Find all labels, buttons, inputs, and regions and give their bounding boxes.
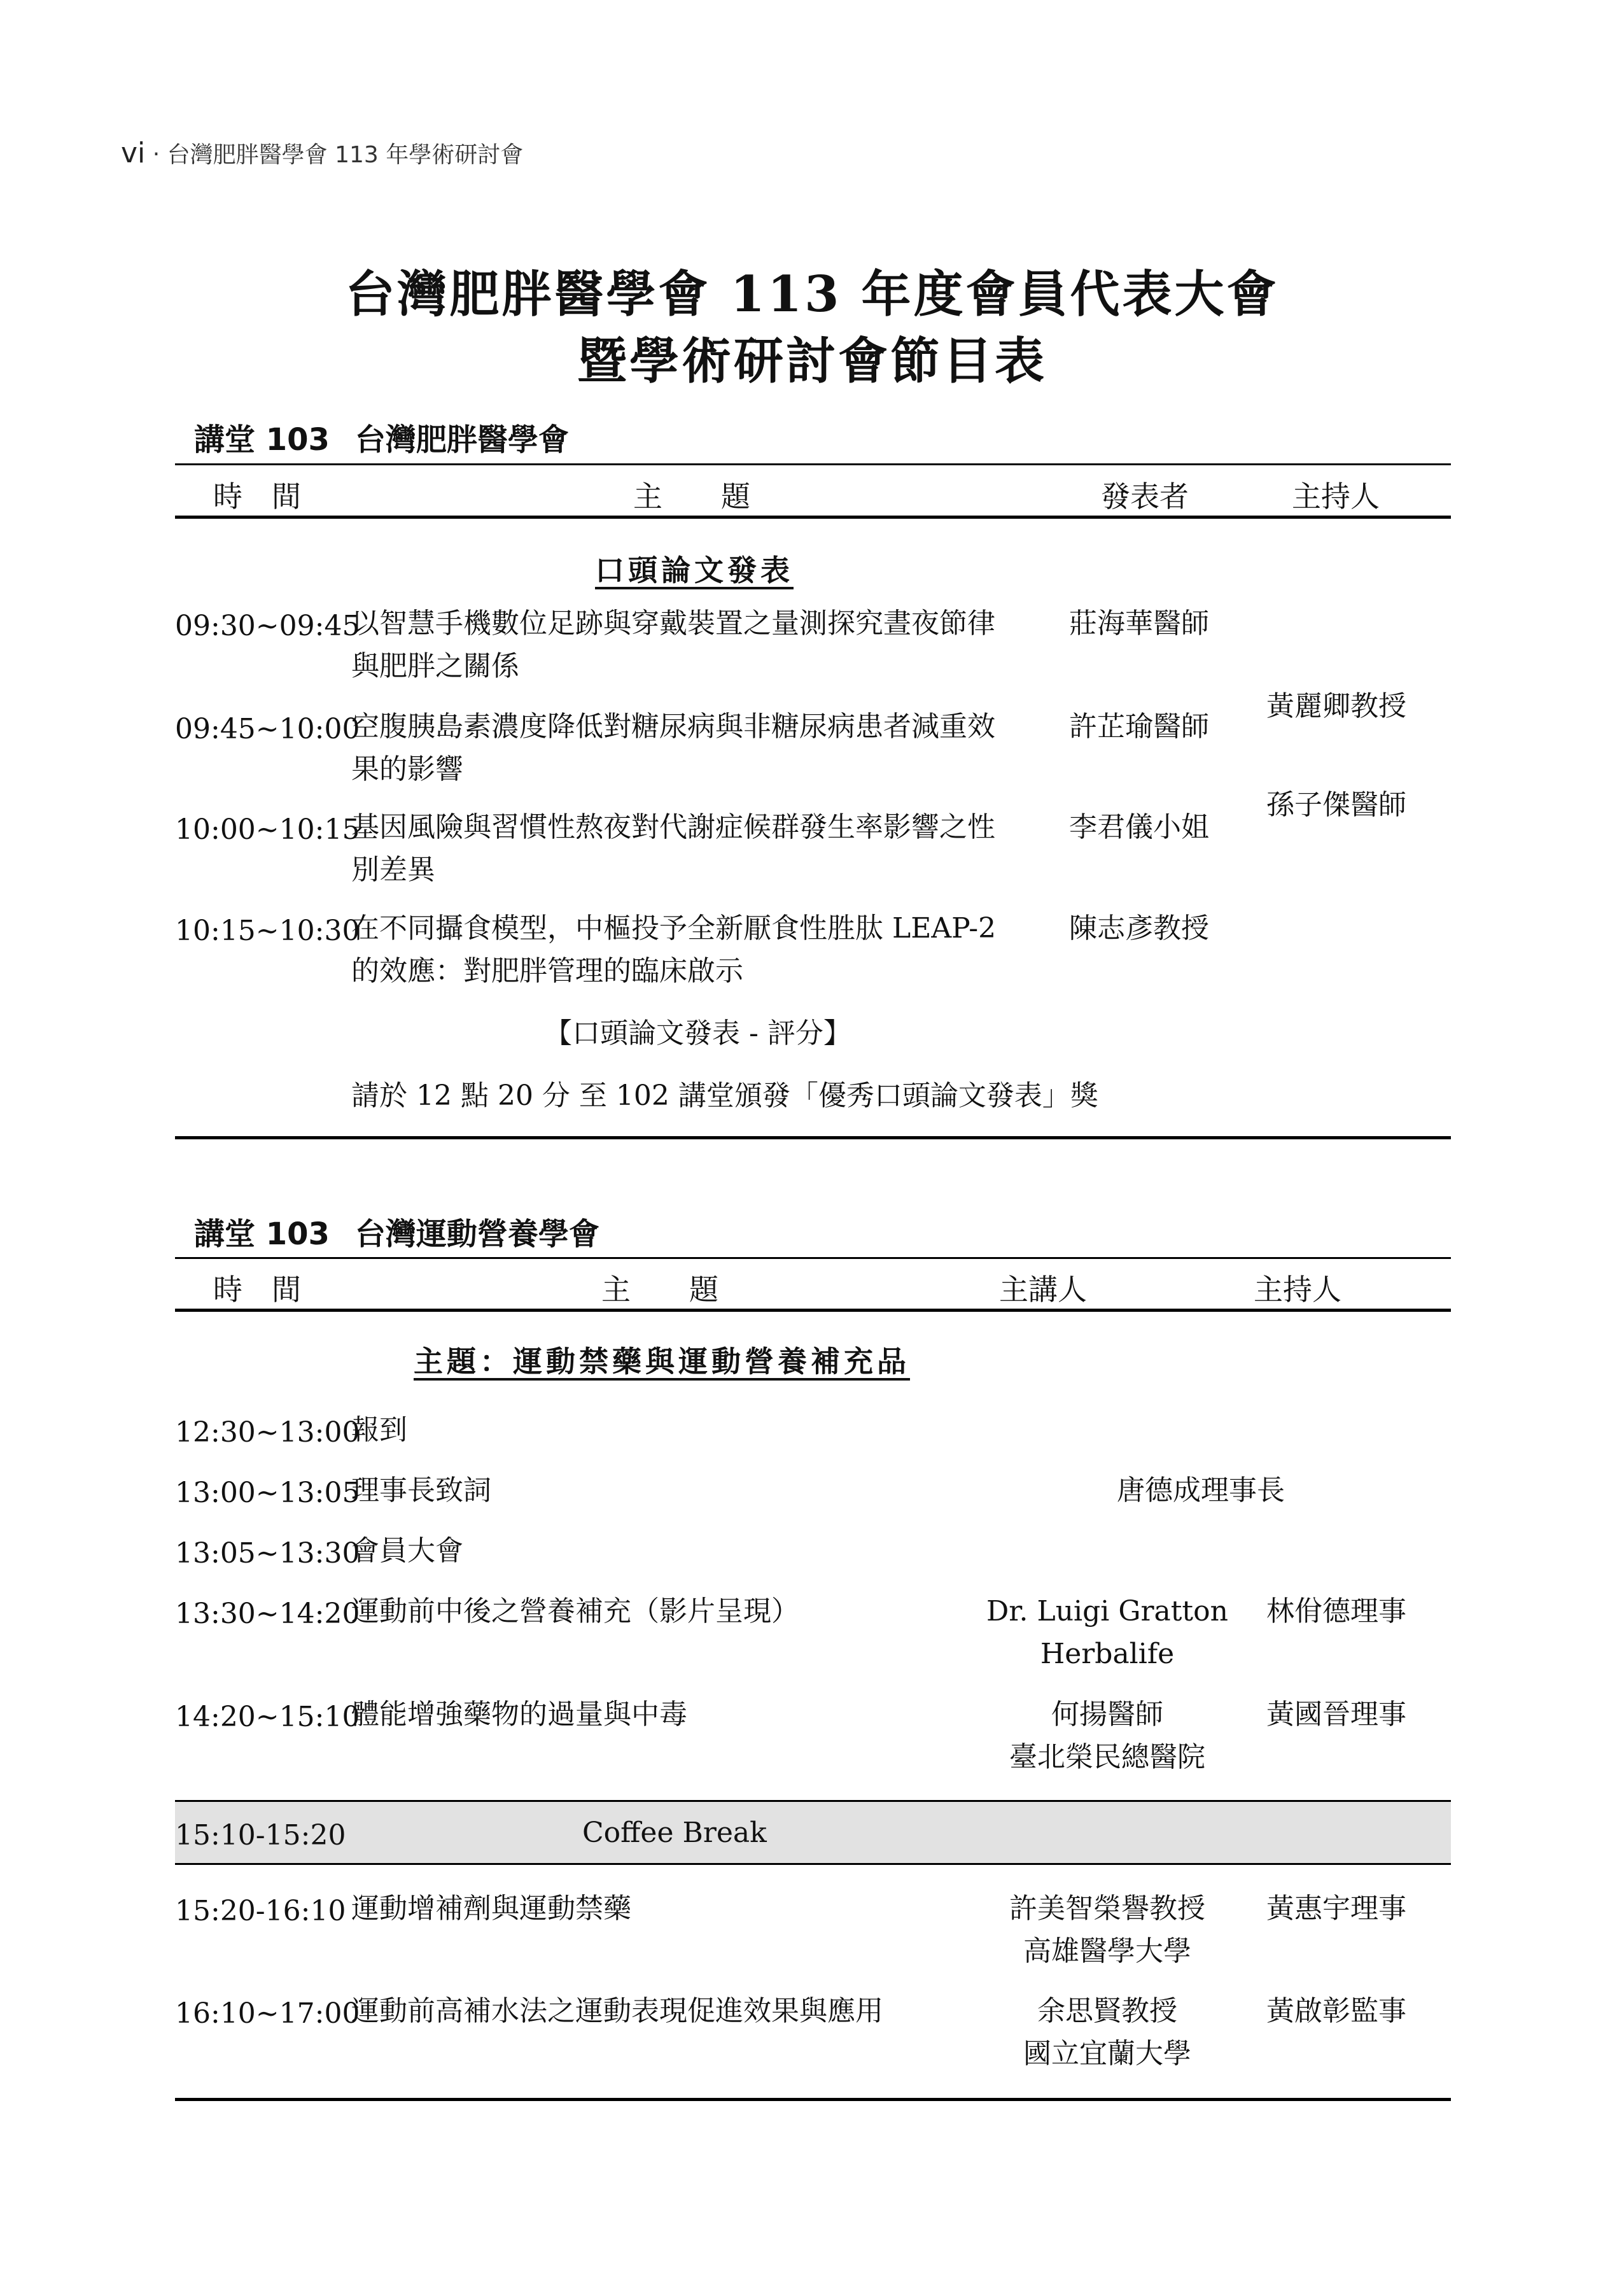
s1-header-presenter: 發表者 (1101, 479, 1189, 514)
coffee-break-band (175, 1800, 1451, 1865)
page-title-line2: 暨學術研討會節目表 (577, 332, 1047, 390)
s2-header-topic: 主 題 (601, 1272, 718, 1307)
s2-row-topic: 體能增強藥物的過量與中毒 (351, 1698, 687, 1731)
s1-header-time: 時 間 (213, 479, 301, 514)
header-separator: ‧ (152, 142, 160, 168)
s2-row-topic: 會員大會 (351, 1535, 463, 1567)
s1-row-time: 10:15~10:30 (175, 915, 360, 947)
section2-label (194, 1209, 599, 1253)
s1-moderator-2: 孫子傑醫師 (1266, 789, 1406, 821)
s1-scoring-note: 【口頭論文發表 - 評分】 (544, 1017, 851, 1050)
s2-subhead: 主題：運動禁藥與運動營養補充品 (414, 1344, 910, 1379)
s1-row-time: 09:45~10:00 (175, 713, 360, 745)
section2-room: 講堂 103 (194, 1216, 330, 1252)
section1-bottom-rule (175, 1136, 1451, 1139)
s2-row-time: 12:30~13:00 (175, 1416, 360, 1449)
s2-header-time: 時 間 (213, 1272, 301, 1307)
section2-header-rule (175, 1309, 1451, 1312)
s2-row-speaker-line1: Dr. Luigi Gratton (986, 1595, 1228, 1628)
s1-row-presenter: 李君儀小姐 (1069, 811, 1209, 843)
s2-row-speaker-line2: Herbalife (1040, 1638, 1175, 1670)
section1-room: 講堂 103 (194, 422, 330, 458)
s1-award-note: 請於 12 點 20 分 至 102 講堂頒發「優秀口頭論文發表」獎 (351, 1079, 1098, 1112)
s2-row-speaker-line1: 何揚醫師 (1051, 1698, 1163, 1731)
s1-row-presenter: 許芷瑜醫師 (1069, 710, 1209, 743)
s2-row-moderator: 黃惠宇理事 (1266, 1892, 1406, 1925)
s2-row-time: 14:20~15:10 (175, 1701, 360, 1733)
page-number: vi (121, 137, 146, 169)
running-header (121, 137, 523, 169)
s1-row-topic-line1: 在不同攝食模型，中樞投予全新厭食性胜肽 LEAP-2 (351, 912, 997, 945)
s2-row-speaker-line2: 高雄醫學大學 (1023, 1935, 1191, 1967)
s2-coffee-label: Coffee Break (582, 1817, 767, 1849)
s2-row-topic: 運動增補劑與運動禁藥 (351, 1892, 631, 1925)
s1-header-moderator: 主持人 (1292, 479, 1380, 514)
s2-row-time: 15:20-16:10 (175, 1895, 346, 1927)
section2-org: 台灣運動營養學會 (354, 1216, 599, 1252)
s2-row-moderator: 林佾德理事 (1266, 1595, 1406, 1628)
s2-row-speaker: 唐德成理事長 (1117, 1474, 1285, 1507)
s2-row-topic: 理事長致詞 (351, 1474, 491, 1507)
s2-row-moderator: 黃國晉理事 (1266, 1698, 1406, 1731)
s1-row-presenter: 陳志彥教授 (1069, 912, 1209, 945)
section2-top-rule (175, 1257, 1451, 1259)
s2-row-time: 13:05~13:30 (175, 1537, 360, 1570)
s1-row-topic-line1: 基因風險與習慣性熬夜對代謝症候群發生率影響之性 (351, 811, 995, 843)
s2-row-topic: 運動前中後之營養補充（影片呈現） (351, 1595, 799, 1628)
s1-row-topic-line2: 的效應：對肥胖管理的臨床啟示 (351, 955, 743, 987)
section1-top-rule (175, 463, 1451, 465)
s2-row-time: 13:00~13:05 (175, 1477, 360, 1509)
s2-row-time: 16:10~17:00 (175, 1997, 360, 2030)
page-title-line1: 台灣肥胖醫學會 113 年度會員代表大會 (345, 265, 1279, 323)
s1-row-time: 09:30~09:45 (175, 610, 360, 642)
s1-row-time: 10:00~10:15 (175, 813, 360, 846)
s1-row-topic-line2: 與肥胖之關係 (351, 650, 519, 682)
s2-header-speaker: 主講人 (999, 1272, 1087, 1307)
s2-row-topic: 報到 (351, 1414, 407, 1446)
section2-bottom-rule (175, 2098, 1451, 2101)
s2-row-speaker-line2: 臺北榮民總醫院 (1009, 1741, 1205, 1773)
s1-row-topic-line1: 空腹胰島素濃度降低對糖尿病與非糖尿病患者減重效 (351, 710, 995, 743)
section1-org: 台灣肥胖醫學會 (354, 422, 569, 458)
section1-label (194, 415, 569, 459)
s1-row-topic-line2: 別差異 (351, 854, 435, 886)
section1-header-rule (175, 516, 1451, 519)
s1-row-topic-line2: 果的影響 (351, 753, 463, 785)
s2-row-moderator: 黃啟彰監事 (1266, 1995, 1406, 2027)
s2-row-speaker-line1: 余思賢教授 (1037, 1995, 1177, 2027)
header-text: 台灣肥胖醫學會 113 年學術研討會 (167, 142, 524, 168)
s2-row-topic: 運動前高補水法之運動表現促進效果與應用 (351, 1995, 883, 2027)
s2-row-speaker-line2: 國立宜蘭大學 (1023, 2037, 1191, 2070)
s1-row-topic-line1: 以智慧手機數位足跡與穿戴裝置之量測探究晝夜節律 (351, 607, 995, 640)
s2-header-moderator: 主持人 (1254, 1272, 1341, 1307)
s1-header-topic: 主 題 (633, 479, 750, 514)
s2-coffee-time: 15:10-15:20 (175, 1819, 346, 1852)
s2-row-speaker-line1: 許美智榮譽教授 (1009, 1892, 1205, 1925)
s1-moderator-1: 黃麗卿教授 (1266, 690, 1406, 722)
s1-subhead: 口頭論文發表 (595, 553, 794, 587)
s2-row-time: 13:30~14:20 (175, 1598, 360, 1630)
s1-row-presenter: 莊海華醫師 (1069, 607, 1209, 640)
